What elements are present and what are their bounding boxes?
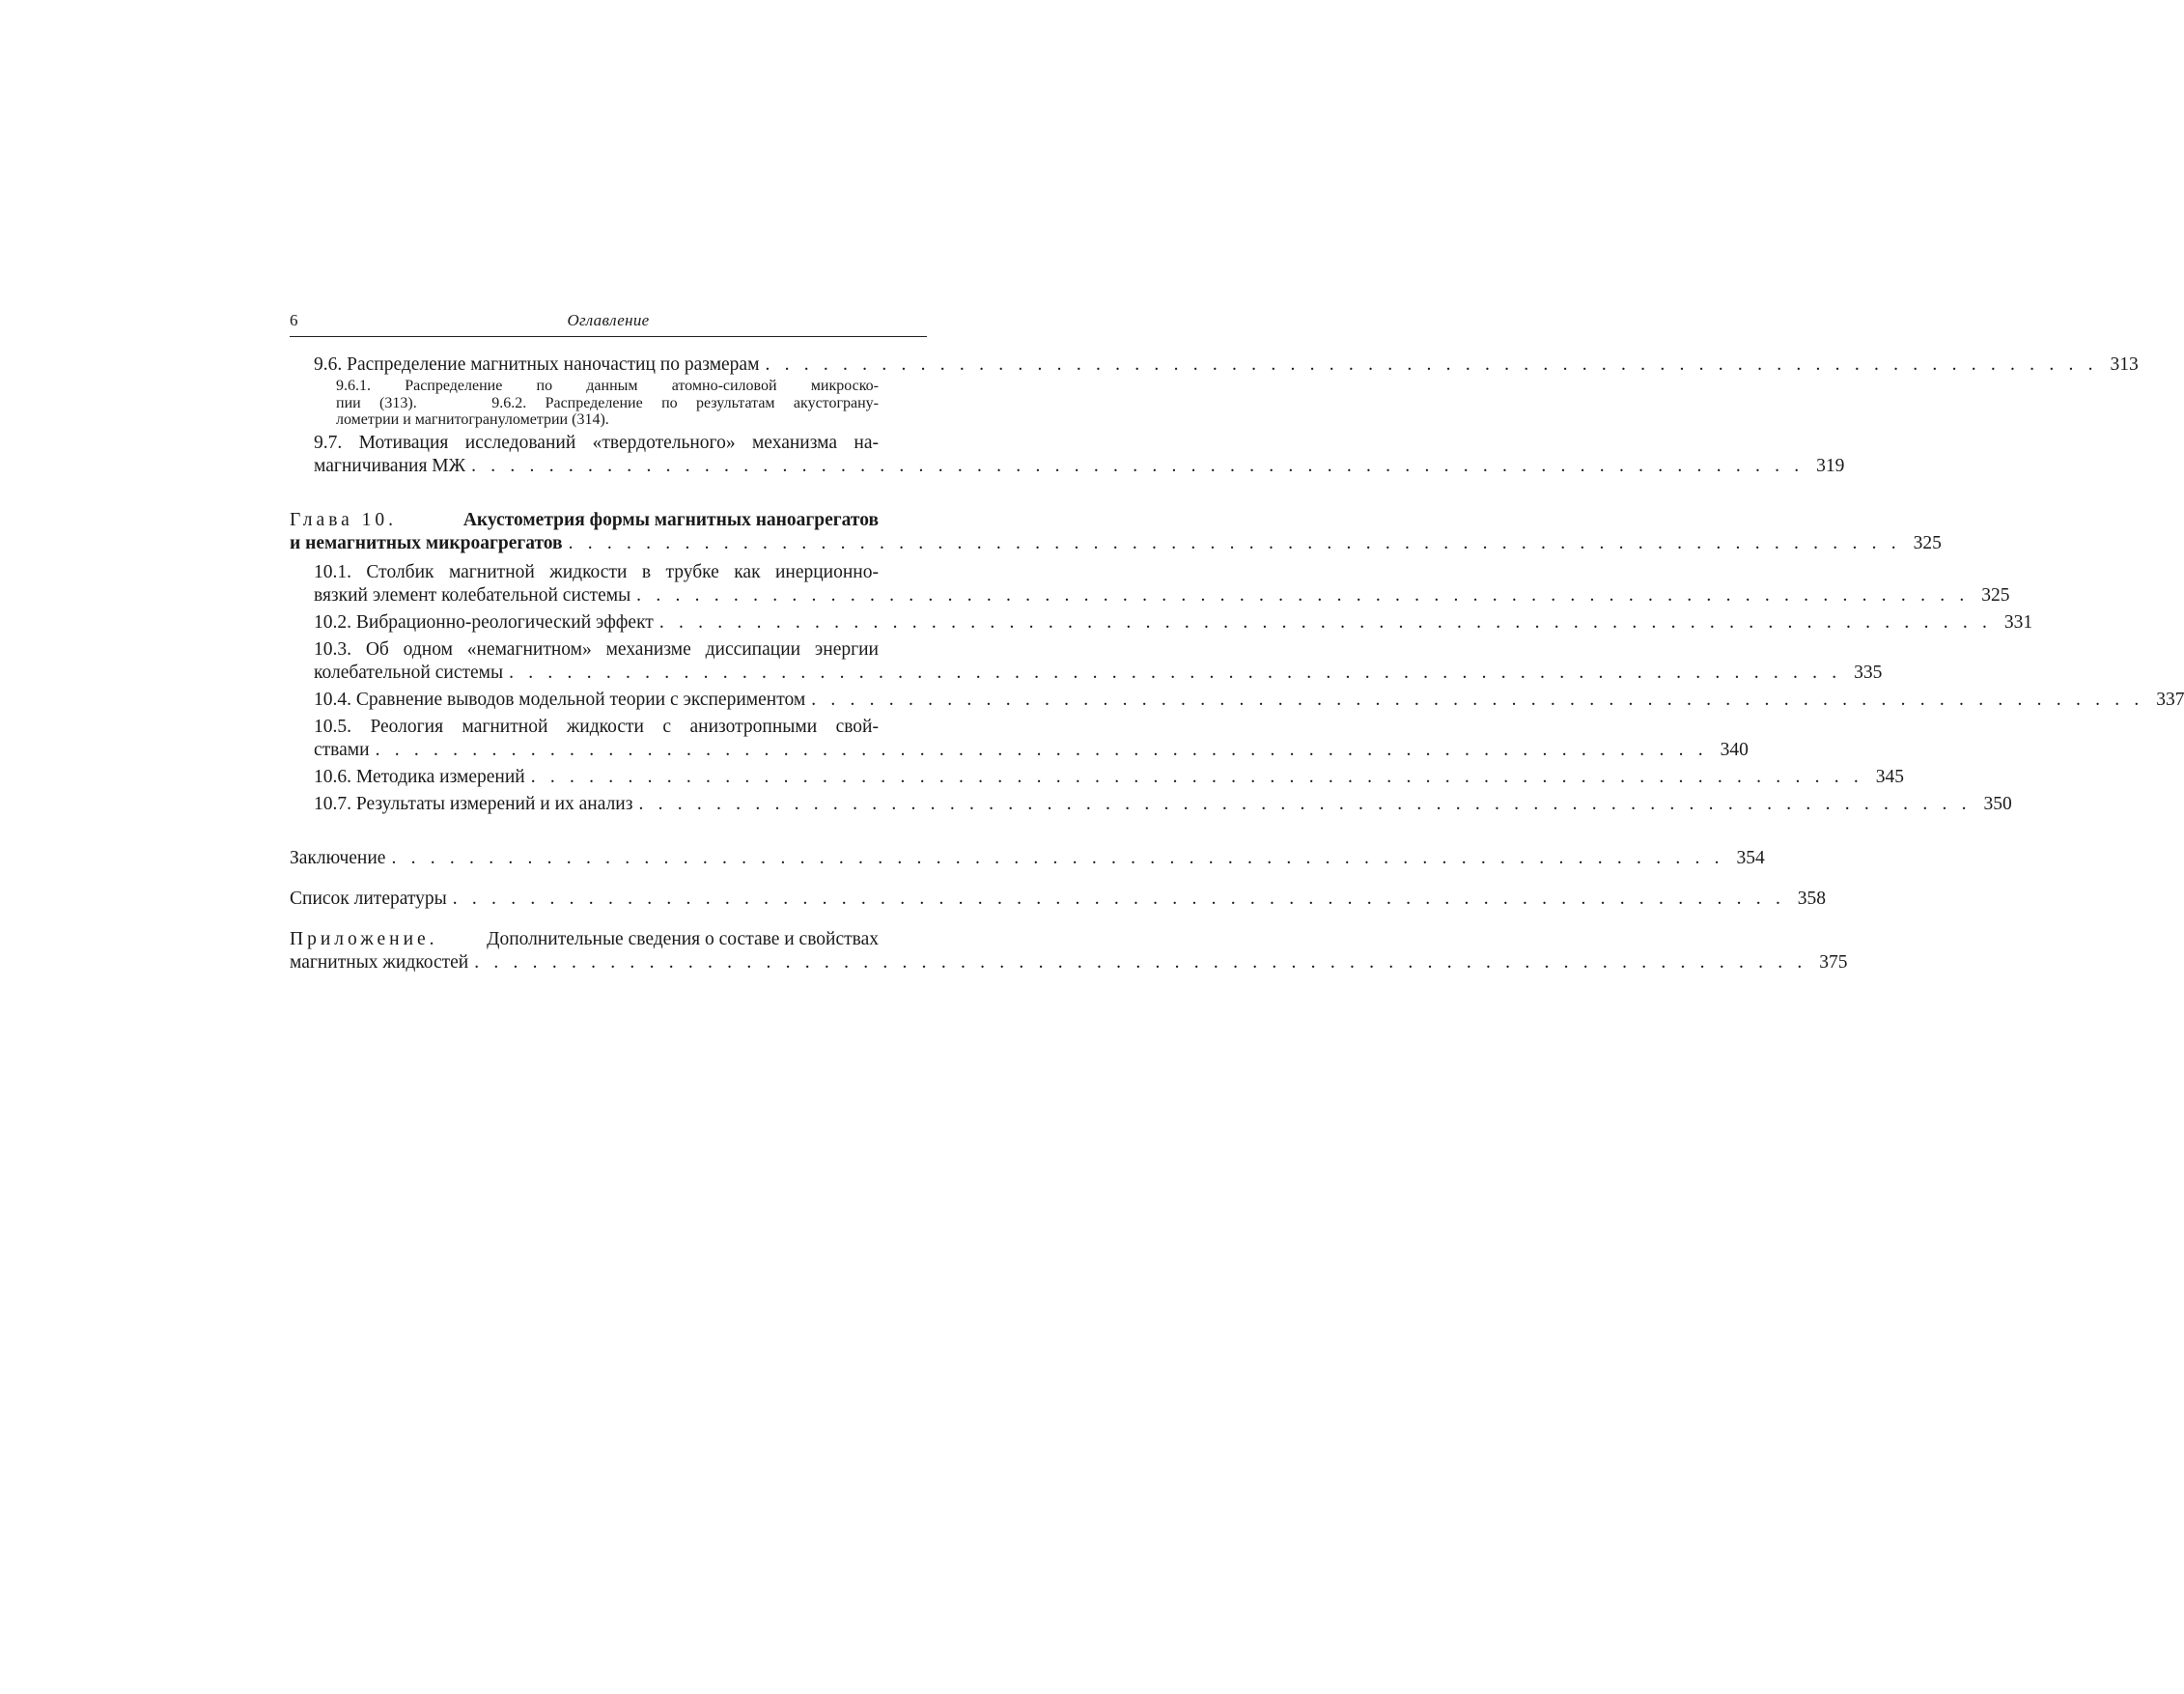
appendix-title: Дополнительные сведения о составе и свойствах (487, 928, 879, 949)
leader-dots: . . . . . . . . . . . . . . . . . . . . . . . . . . . . . . . . . . . . . . . . . . . . . . . . . . . . . . . . . . . . . . . . . . . . . (452, 888, 1786, 909)
leader-dots: . . . . . . . . . . . . . . . . . . . . . . . . . . . . . . . . . . . . . . . . . . . . . . . . . . . . . . . . . . . . . . . . . . . . . (474, 951, 1807, 973)
page-ref: 325 (1981, 584, 2010, 606)
table-of-contents (290, 353, 2184, 974)
toc-entry-title: 10.1. Столбик магнитной жидкости в трубке как инерционно- (314, 561, 879, 582)
toc-references[interactable] (290, 888, 1827, 911)
toc-entry-10-5[interactable] (314, 716, 1749, 762)
subsection-line: пии (313). 9.6.2. Распределение по результатам акустограну- (336, 394, 879, 411)
leader-dots: . . . . . . . . . . . . . . . . . . . . . . . . . . . . . . . . . . . . . . . . . . . . . . . . . . . . . . . . . . . . . . . . . . . . . (471, 455, 1805, 476)
toc-entry-title-cont: ствами (314, 739, 370, 760)
toc-entry-title: Заключение (290, 847, 386, 868)
page-ref: 331 (2003, 611, 2033, 633)
toc-entry-title: 10.7. Результаты измерений и их анализ (314, 793, 633, 814)
toc-chapter-10[interactable] (290, 509, 1942, 555)
subsection-line: 9.6.1. Распределение по данным атомно-силовой микроско- (336, 378, 879, 394)
toc-entry-10-4[interactable] (314, 689, 2184, 712)
toc-entry-title: 10.5. Реология магнитной жидкости с анизотропными свой- (314, 716, 879, 737)
toc-entry-title: 10.6. Методика измерений (314, 766, 525, 787)
leader-dots: . . . . . . . . . . . . . . . . . . . . . . . . . . . . . . . . . . . . . . . . . . . . . . . . . . . . . . . . . . . . . . . . . . . . . (568, 532, 1901, 553)
toc-entry-10-3[interactable] (314, 638, 1883, 685)
toc-entry-10-6[interactable] (314, 766, 1904, 789)
toc-entry-title: 10.2. Вибрационно-реологический эффект (314, 611, 654, 633)
toc-entry-title-cont: вязкий элемент колебательной системы (314, 584, 631, 606)
leader-dots: . . . . . . . . . . . . . . . . . . . . . . . . . . . . . . . . . . . . . . . . . . . . . . . . . . . . . . . . . . . . . . . . . . . . . (638, 793, 1972, 814)
toc-entry-10-7[interactable] (314, 793, 2012, 816)
toc-appendix[interactable] (290, 928, 1848, 974)
page-ref: 345 (1875, 766, 1904, 787)
page-ref: 313 (2110, 354, 2139, 375)
appendix-label: Приложение. (290, 928, 438, 949)
leader-dots: . . . . . . . . . . . . . . . . . . . . . . . . . . . . . . . . . . . . . . . . . . . . . . . . . . . . . . . . . . . . . . . . . . . . . (658, 611, 1993, 633)
toc-subsections-9-6 (336, 378, 879, 429)
chapter-title: Акустометрия формы магнитных наноагрегатов (462, 509, 879, 530)
page-ref: 375 (1819, 951, 1848, 973)
toc-entry-10-2[interactable] (314, 611, 2033, 635)
page-ref: 319 (1816, 455, 1845, 476)
chapter-label: Глава 10. (290, 509, 398, 530)
page-ref: 335 (1854, 662, 1883, 683)
toc-entry-title: 10.4. Сравнение выводов модельной теории с экспериментом (314, 689, 806, 710)
toc-conclusion[interactable] (290, 847, 1765, 870)
toc-entry-9-7[interactable] (314, 432, 1845, 478)
toc-entry-title: 10.3. Об одном «немагнитном» механизме диссипации энергии (314, 638, 879, 660)
appendix-title-cont: магнитных жидкостей (290, 951, 469, 973)
leader-dots: . . . . . . . . . . . . . . . . . . . . . . . . . . . . . . . . . . . . . . . . . . . . . . . . . . . . . . . . . . . . . . . . . . . . . (391, 847, 1724, 868)
toc-entry-title: Список литературы (290, 888, 447, 909)
toc-entry-title-cont: магничивания МЖ (314, 455, 466, 476)
page-ref: 340 (1720, 739, 1749, 760)
toc-entry-10-1[interactable] (314, 561, 2010, 607)
toc-entry-title-cont: колебательной системы (314, 662, 504, 683)
running-title: Оглавление (567, 311, 650, 329)
leader-dots: . . . . . . . . . . . . . . . . . . . . . . . . . . . . . . . . . . . . . . . . . . . . . . . . . . . . . . . . . . . . . . . . . . . . . (375, 739, 1708, 760)
page-ref: 325 (1913, 532, 1942, 553)
leader-dots: . . . . . . . . . . . . . . . . . . . . . . . . . . . . . . . . . . . . . . . . . . . . . . . . . . . . . . . . . . . . . . . . . . . . . (765, 354, 2098, 375)
leader-dots: . . . . . . . . . . . . . . . . . . . . . . . . . . . . . . . . . . . . . . . . . . . . . . . . . . . . . . . . . . . . . . . . . . . . . (530, 766, 1863, 787)
page-ref: 350 (1983, 793, 2012, 814)
toc-entry-title: 9.7. Мотивация исследований «твердотельного» механизма на- (314, 432, 879, 453)
leader-dots: . . . . . . . . . . . . . . . . . . . . . . . . . . . . . . . . . . . . . . . . . . . . . . . . . . . . . . . . . . . . . . . . . . . . . (509, 662, 1842, 683)
page-ref: 354 (1736, 847, 1765, 868)
chapter-title-cont: и немагнитных микроагрегатов (290, 532, 563, 553)
page-number: 6 (290, 311, 298, 329)
page-ref: 337 (2156, 689, 2184, 710)
page-ref: 358 (1797, 888, 1827, 909)
toc-entry-title: 9.6. Распределение магнитных наночастиц по размерам (314, 354, 760, 375)
leader-dots: . . . . . . . . . . . . . . . . . . . . . . . . . . . . . . . . . . . . . . . . . . . . . . . . . . . . . . . . . . . . . . . . . . . . . (636, 584, 1970, 606)
subsection-line: лометрии и магнитогранулометрии (314). (336, 411, 609, 428)
leader-dots: . . . . . . . . . . . . . . . . . . . . . . . . . . . . . . . . . . . . . . . . . . . . . . . . . . . . . . . . . . . . . . . . . . . . . (811, 689, 2144, 710)
toc-entry-9-6[interactable] (314, 353, 2139, 377)
page-header (290, 311, 927, 337)
